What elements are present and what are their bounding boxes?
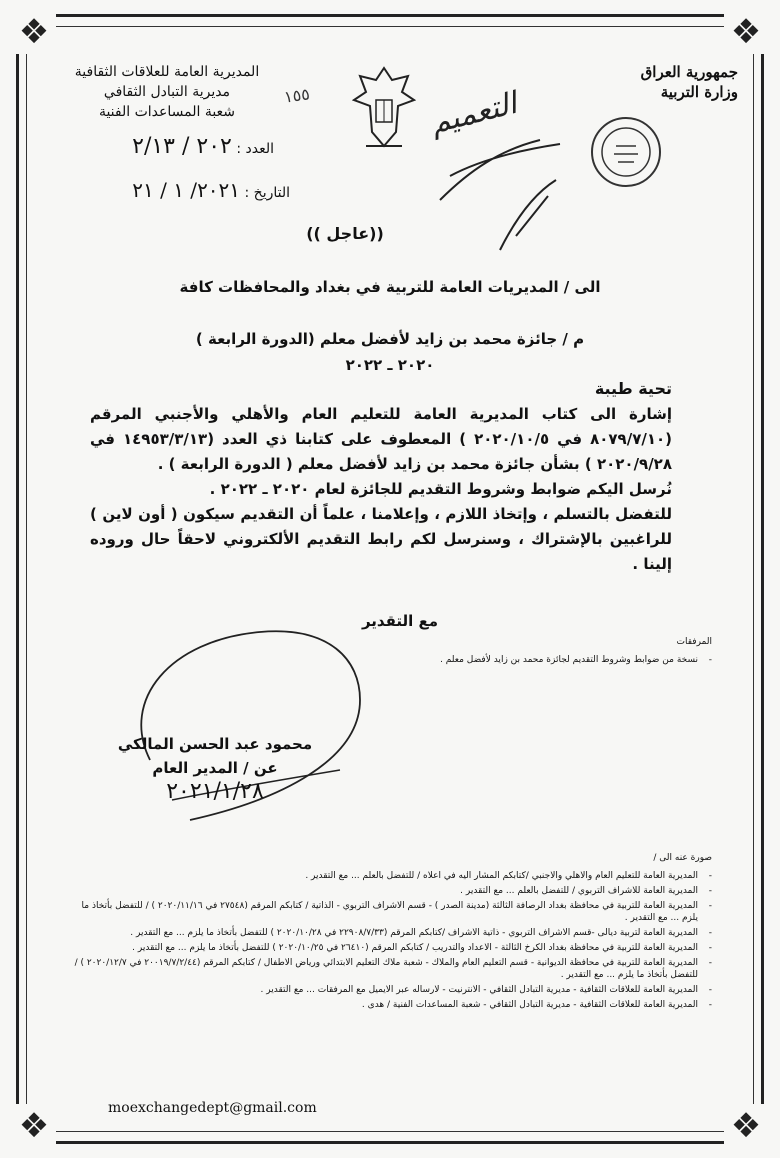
issuer-line-3: شعبة المساعدات الفنية [98, 104, 236, 120]
urgent-label: ((عاجل )) [306, 224, 384, 243]
ministry-name: وزارة التربية [660, 83, 738, 101]
number-value: ٢٠٢ / ٢/١٣ [132, 134, 232, 159]
signature-block [100, 732, 330, 804]
issuer-line-2: مديرية التبادل الثقافي [103, 84, 231, 100]
letter-body [90, 376, 672, 577]
copy-list [70, 870, 712, 1011]
received-stamp: ١٥٥ [282, 84, 311, 107]
signer-name: محمود عبد الحسن المالكي [117, 735, 313, 753]
addressee: الى / المديريات العامة للتربية في بغداد والمحافظات كافة [179, 278, 601, 296]
attachment-item: - نسخة من ضوابط وشروط التقديم لجائزة محمد بن زايد لأفضل معلم . [300, 654, 712, 666]
subject-line-1: م / جائزة محمد بن زايد لأفضل معلم (الدورة الرابعة ) [195, 330, 585, 348]
signer-date: ٢٠٢١/١/٢٨ [166, 779, 264, 804]
number-label: العدد : [236, 141, 274, 157]
copy-distribution [70, 852, 712, 1014]
body-paragraph-2: نُرسل اليكم ضوابط وشروط التقديم للجائزة لعام ٢٠٢٠ ـ ٢٠٢٢ . [209, 480, 672, 498]
copy-to-item: - المديرية العامة للتربية في محافظة بغداد الرصافة الثالثة (مدينة الصدر ) - قسم الاشراف التربوي - الذاتية / كتابكم المرقم (٢٧٥٤٨ في ٢٠٢٠/١١/١٦ ) / للتفضل بأتخاذ ما يلزم ... مع التقدير . [70, 900, 712, 924]
ornament-icon: ❖ [724, 1104, 768, 1148]
date-value: ٢٠٢١/ ١ / ٢١ [132, 178, 241, 202]
handwritten-note: التعميم [427, 85, 521, 142]
copy-to-item: - المديرية العامة للاشراف التربوي / للتفضل بالعلم ... مع التقدير . [70, 885, 712, 897]
copy-to-item: - المديرية العامة للتربية في محافظة الديوانية - قسم التعليم العام والملاك - شعبة ملاك التعليم الابتدائي ورياض الاطفال / كتابكم المرقم (٢٠٠١٩/٧/٢/٤٤ في ٢٠٢٠/١٢/٧ ) / للتفضل بأتخاذ ما يلزم ... مع التقدير . [70, 957, 712, 981]
copy-to-item: - المديرية العامة للتعليم العام والاهلي والاجنبي /كتابكم المشار اليه في اعلاه / للتفضل بالعلم ... مع التقدير . [70, 870, 712, 882]
copy-to-item: - المديرية العامة لتربية ديالى -قسم الاشراف التربوي - ذاتية الاشراف /كتابكم المرقم (٢٢٩٠٨/٧/٣٣ في ٢٠٢٠/١٠/٢٨ ) للتفضل بأتخاذ ما يلزم ... مع التقدير . [70, 927, 712, 939]
body-paragraph-1: إشارة الى كتاب المديرية العامة للتعليم العام والأهلي والأجنبي المرقم (٨٠٧٩/٧/١٠ في ٢٠٢٠/١٠/٥ ) المعطوف على كتابنا ذي العدد (١٤٩٥٣/٣/١٣ في ٢٠٢٠/٩/٢٨ ) بشأن جائزة محمد بن زايد لأفضل معلم ( الدورة الرابعة ) . [90, 405, 672, 473]
greeting: تحية طيبة [594, 379, 672, 398]
copy-to-item: - المديرية العامة للتربية في محافظة بغداد الكرخ الثالثة - الاعداد والتدريب / كتابكم المرقم (٢٦٤١٠ في ٢٠٢٠/١٠/٢٥ ) للتفضل بأتخاذ ما يلزم ... مع التقدير . [70, 942, 712, 954]
attachments-label: المرفقات [676, 637, 712, 647]
attachments [300, 636, 712, 666]
copy-to-label: صورة عنه الى / [653, 853, 712, 863]
email-address[interactable]: moexchangedept@gmail.com [108, 1100, 317, 1116]
ornament-icon: ❖ [12, 1104, 56, 1148]
ornament-icon: ❖ [12, 10, 56, 54]
copy-to-item: - المديرية العامة للعلاقات الثقافية - مديرية التبادل الثقافي - شعبة المساعدات الفنية / هدى . [70, 999, 712, 1011]
signer-title: عن / المدير العام [152, 759, 278, 777]
closing: مع التقدير [361, 612, 439, 630]
date-label: التاريخ : [244, 185, 290, 201]
subject-line-2: ٢٠٢٠ ـ ٢٠٢٢ [345, 356, 435, 374]
issuer-line-1: المديرية العامة للعلاقات الثقافية [74, 64, 260, 80]
ornament-icon: ❖ [724, 10, 768, 54]
country-name: جمهورية العراق [640, 63, 738, 81]
copy-to-item: - المديرية العامة للعلاقات الثقافية - مديرية التبادل الثقافي - الانترنيت - لارساله عبر الايميل مع المرفقات ... مع التقدير . [70, 984, 712, 996]
body-paragraph-3: للتفضل بالتسلم ، وإتخاذ اللازم ، وإعلامنا ، علماً أن التقديم سيكون ( أون لاين ) للراغبين بالإشتراك ، وسنرسل لكم رابط التقديم الألكتروني لاحقاً حال وروده إلينا . [90, 505, 672, 573]
